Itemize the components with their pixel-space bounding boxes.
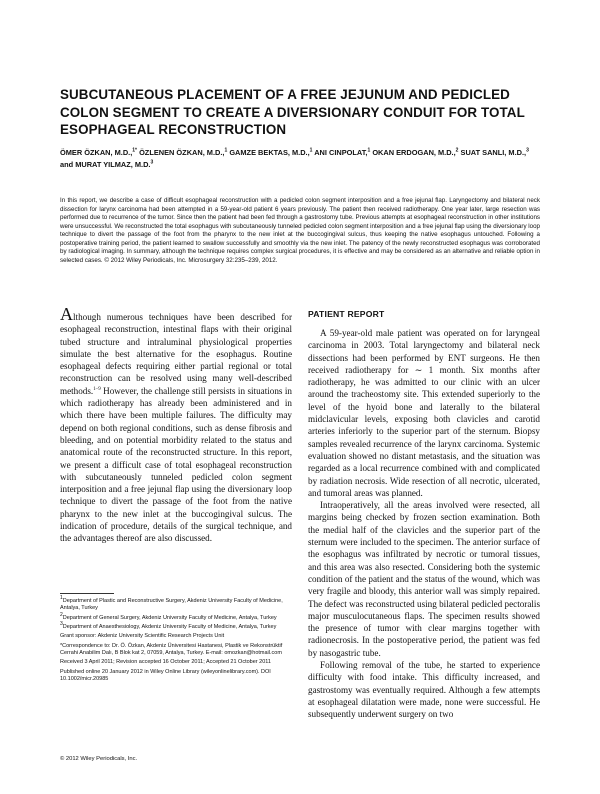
footnote-rule (60, 593, 114, 594)
author-list (60, 147, 540, 171)
author: ANI CINPOLAT,$^1$ (314, 147, 371, 157)
footnotes (60, 595, 292, 685)
body-paragraph: Intraoperatively, all the areas involved were resected, all margins being checked by frozen section examination. Both the medial half of the clavicles and the superior part of the sternum were included to the specimen. The anterior surface of the esophagus was infiltrated by necrotic or tumoral tissues, and this area was also resected. Considering both the systemic condition of the patient and the status of the wound, which was very fragile and bloody, this anterior wall was simply repaired. The defect was reconstructed using bilateral pedicled pectoralis major musculocutaneous flaps. The specimen results showed the presence of tumor with clear margins together with radionecrosis. In the postoperative period, the patient was fed by nasogastric tube. (308, 500, 540, 658)
footnote: $^3$Department of Anaesthesiology, Akdeniz University Faculty of Medicine, Antalya, Turkey (60, 621, 277, 630)
author: OKAN ERDOGAN, M.D.,$^2$ (372, 147, 459, 157)
footnote: $^1$Department of Plastic and Reconstructive Surgery, Akdeniz University Faculty of Medicine, Antalya, Turkey (60, 595, 283, 612)
right-column (308, 308, 540, 721)
section-heading: PATIENT REPORT (308, 309, 385, 319)
footnote: $^2$Department of General Surgery, Akdeniz University Faculty of Medicine, Antalya, Turkey (60, 611, 277, 621)
body-paragraph: Following removal of the tube, he started to experience difficulty with food intake. This difficulty increased, and gastrostomy was eventually required. Although a few attempts at esophageal dilatation were made, none were successful. He subsequently underwent surgery on two (308, 660, 540, 720)
left-column (60, 304, 292, 545)
author: SUAT SANLI, M.D.,$^3$ and (60, 147, 529, 169)
reference-marker[interactable]: 1–9 (93, 386, 101, 392)
abstract: In this report, we describe a case of difficult esophageal reconstruction with a pedicled colon segment interposition and a free jejunal flap. Laryngectomy and bilateral neck dissection for larynx carcinoma had been attempted in a 59-year-old patient 6 years previously. The patient then received radiotherapy. One year later, large resection was performed due to recurrence of the tumor. Since then the patient had been fed through a gastrostomy tube. Previous attempts at esophageal reconstruction in other institutions were unsuccessful. We reconstructed the total esophagus with subcutaneously tunneled pedicled colon segment interposition and a free jejunal flap using the diversionary loop technique to divert the passage of the foot from the pharynx to the new inlet at the buccogingival sulcus, thus keeping the native esophagus untouched. Following a postoperative training period, the patient learned to swallow successfully and smoothly via the new inlet. The patency of the newly reconstructed esophagus was corroborated by radiological imaging. In summary, although the technique requires complex surgical procedures, it is effective and may be considered as an alternative and reliable option in selected cases. © 2012 Wiley Periodicals, Inc. Microsurgery 32:235–239, 2012. (60, 197, 540, 264)
author: MURAT YILMAZ, M.D.$^3$ (75, 159, 154, 169)
body-paragraph: A 59-year-old male patient was operated on for laryngeal carcinoma in 2003. Total laryngectomy and bilateral neck dissections had been performed by ENT surgeons. He then received radiotherapy for ∼ 1 month. Six months after radiotherapy, he was admitted to our clinic with an ulcer around the tracheostomy site. This extended superiorly to the level of the hyoid bone and laterally to the bilateral midclavicular levels, exposing both clavicles and carotid arteries inferiorly to the superior part of the sternum. Biopsy samples revealed recurrence of the larynx carcinoma. Systemic evaluation showed no distant metastasis, and the situation was regarded as a local recurrence combined with and complicated by radiation necrosis. Wide resection of all necrotic, ulcerated, and tumoral areas was planned. (308, 328, 540, 498)
author: GAMZE BEKTAS, M.D.,$^1$ (229, 147, 313, 157)
drop-cap: A (60, 304, 73, 324)
copyright-notice: © 2012 Wiley Periodicals, Inc. (60, 756, 138, 762)
publication-info: Published online 20 January 2012 in Wiley Online Library (wileyonlinelibrary.com). DOI 10.1002/micr.20985 (60, 668, 271, 682)
author: ÖZLENEN ÖZKAN, M.D.,$^1$ (139, 147, 228, 157)
article-title: SUBCUTANEOUS PLACEMENT OF A FREE JEJUNUM AND PEDICLED COLON SEGMENT TO CREATE A DIVERSIONARY CONDUIT FOR TOTAL ESOPHAGEAL RECONSTRUCTION (60, 87, 525, 137)
correspondence: *Correspondence to: Dr. Ö. Özkan, Akdeniz Üniversitesi Hastanesi, Plastik ve Rekonstrüktif Cerrahi Anabilim Dalı, B Blok kat 2, 07059, Antalya, Turkey. E-mail: omozkan@hotmail.com (60, 642, 283, 656)
author: ÖMER ÖZKAN, M.D.,$^{1*}$ (60, 147, 137, 157)
received-dates: Received 3 April 2011; Revision accepted 16 October 2011; Accepted 21 October 2011 (60, 659, 271, 666)
grant-sponsor: Grant sponsor: Akdeniz University Scientific Research Projects Unit (60, 633, 225, 640)
introduction-paragraph: Although numerous techniques have been described for esophageal reconstruction, intestinal flaps with their original tubed structure and intraluminal physiological properties simulate the best alternative for the esophagus. Routine esophageal defects requiring either partial regional or total reconstruction can be resolved using many well-described methods.$^{1-9}$ However, the challenge still persists in situations in which radiotherapy has already been administered and in which there have been multiple failures. The difficulty may depend on both regional conditions, such as dense fibrosis and bleeding, and on potential morbidity related to the status and anatomical route of the reconstructed structure. In this report, we present a difficult case of total esophageal reconstruction with subcutaneously tunneled pedicled colon segment interposition and a free jejunal flap using the diversionary loop technique to divert the passage of the foot from the native pharynx to the new inlet at the buccogingival sulcus. The indication of procedure, details of the surgical technique, and the advantages thereof are also discussed. (60, 304, 292, 544)
